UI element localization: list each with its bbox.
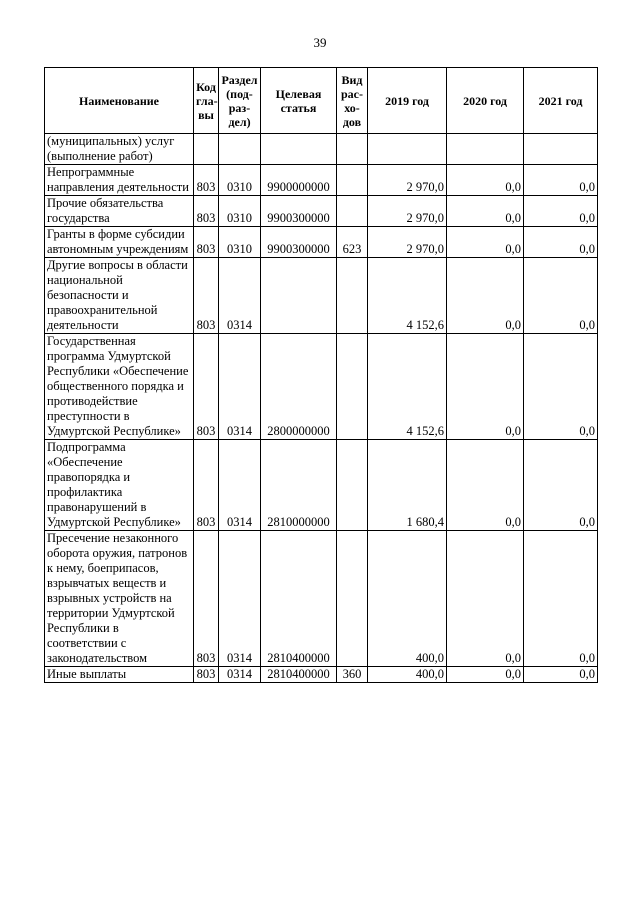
cell-y2021: 0,0 — [524, 667, 598, 683]
header-expense-type: Вид рас- хо- дов — [337, 68, 368, 134]
cell-y2020: 0,0 — [447, 165, 524, 196]
table-header-row — [45, 68, 598, 134]
cell-target: 2810000000 — [261, 440, 337, 531]
cell-chapter: 803 — [194, 258, 219, 334]
cell-y2021 — [524, 134, 598, 165]
table-row — [45, 227, 598, 258]
cell-y2019: 2 970,0 — [368, 227, 447, 258]
cell-y2021: 0,0 — [524, 334, 598, 440]
header-2019: 2019 год — [368, 68, 447, 134]
cell-name: Гранты в форме субсидии автономным учреждениям — [45, 227, 194, 258]
cell-section: 0314 — [219, 667, 261, 683]
cell-section: 0310 — [219, 165, 261, 196]
cell-target: 9900000000 — [261, 165, 337, 196]
cell-y2019 — [368, 134, 447, 165]
header-2020: 2020 год — [447, 68, 524, 134]
cell-target: 2810400000 — [261, 667, 337, 683]
cell-section: 0310 — [219, 196, 261, 227]
cell-chapter: 803 — [194, 334, 219, 440]
cell-expense — [337, 165, 368, 196]
cell-y2019: 400,0 — [368, 531, 447, 667]
cell-name: Пресечение незаконного оборота оружия, патронов к нему, боеприпасов, взрывчатых веществ и взрывных устройств на территории Удмуртской Республики в соответствии с законодательством — [45, 531, 194, 667]
header-target-item: Целевая статья — [261, 68, 337, 134]
cell-target: 2800000000 — [261, 334, 337, 440]
header-chapter-code: Код гла- вы — [194, 68, 219, 134]
table-row — [45, 440, 598, 531]
cell-section: 0314 — [219, 334, 261, 440]
cell-y2019: 4 152,6 — [368, 334, 447, 440]
cell-section: 0314 — [219, 440, 261, 531]
cell-expense: 360 — [337, 667, 368, 683]
cell-target: 2810400000 — [261, 531, 337, 667]
cell-section: 0314 — [219, 258, 261, 334]
header-section: Раздел (под- раз- дел) — [219, 68, 261, 134]
header-2021: 2021 год — [524, 68, 598, 134]
cell-y2021: 0,0 — [524, 165, 598, 196]
cell-y2021: 0,0 — [524, 440, 598, 531]
cell-chapter: 803 — [194, 227, 219, 258]
table-row — [45, 165, 598, 196]
cell-expense — [337, 440, 368, 531]
cell-y2019: 2 970,0 — [368, 196, 447, 227]
cell-target — [261, 258, 337, 334]
cell-target — [261, 134, 337, 165]
cell-section — [219, 134, 261, 165]
cell-y2020: 0,0 — [447, 334, 524, 440]
header-name: Наименование — [45, 68, 194, 134]
table-row — [45, 667, 598, 683]
cell-y2020: 0,0 — [447, 196, 524, 227]
cell-expense: 623 — [337, 227, 368, 258]
cell-chapter — [194, 134, 219, 165]
cell-chapter: 803 — [194, 196, 219, 227]
cell-chapter: 803 — [194, 165, 219, 196]
cell-y2020: 0,0 — [447, 531, 524, 667]
cell-expense — [337, 196, 368, 227]
cell-section: 0310 — [219, 227, 261, 258]
cell-expense — [337, 531, 368, 667]
cell-y2019: 1 680,4 — [368, 440, 447, 531]
budget-table — [44, 67, 598, 683]
table-row — [45, 531, 598, 667]
cell-name: Прочие обязательства государства — [45, 196, 194, 227]
table-row — [45, 196, 598, 227]
cell-name: Другие вопросы в области национальной безопасности и правоохранительной деятельности — [45, 258, 194, 334]
cell-chapter: 803 — [194, 440, 219, 531]
cell-name: Государственная программа Удмуртской Республики «Обеспечение общественного порядка и противодействие преступности в Удмуртской Республике» — [45, 334, 194, 440]
cell-expense — [337, 334, 368, 440]
cell-name: (муниципальных) услуг (выполнение работ) — [45, 134, 194, 165]
cell-y2019: 2 970,0 — [368, 165, 447, 196]
cell-target: 9900300000 — [261, 196, 337, 227]
page-number: 39 — [313, 35, 327, 50]
cell-y2021: 0,0 — [524, 196, 598, 227]
cell-expense — [337, 134, 368, 165]
cell-chapter: 803 — [194, 531, 219, 667]
cell-y2021: 0,0 — [524, 531, 598, 667]
cell-target: 9900300000 — [261, 227, 337, 258]
cell-y2020: 0,0 — [447, 227, 524, 258]
cell-y2020: 0,0 — [447, 440, 524, 531]
cell-y2020: 0,0 — [447, 258, 524, 334]
cell-section: 0314 — [219, 531, 261, 667]
cell-name: Иные выплаты — [45, 667, 194, 683]
cell-y2020 — [447, 134, 524, 165]
table-row — [45, 334, 598, 440]
cell-y2021: 0,0 — [524, 227, 598, 258]
table-row — [45, 134, 598, 165]
cell-y2019: 4 152,6 — [368, 258, 447, 334]
cell-y2019: 400,0 — [368, 667, 447, 683]
cell-chapter: 803 — [194, 667, 219, 683]
cell-expense — [337, 258, 368, 334]
table-row — [45, 258, 598, 334]
cell-y2021: 0,0 — [524, 258, 598, 334]
cell-name: Подпрограмма «Обеспечение правопорядка и профилактика правонарушений в Удмуртской Республике» — [45, 440, 194, 531]
cell-y2020: 0,0 — [447, 667, 524, 683]
cell-name: Непрограммные направления деятельности — [45, 165, 194, 196]
